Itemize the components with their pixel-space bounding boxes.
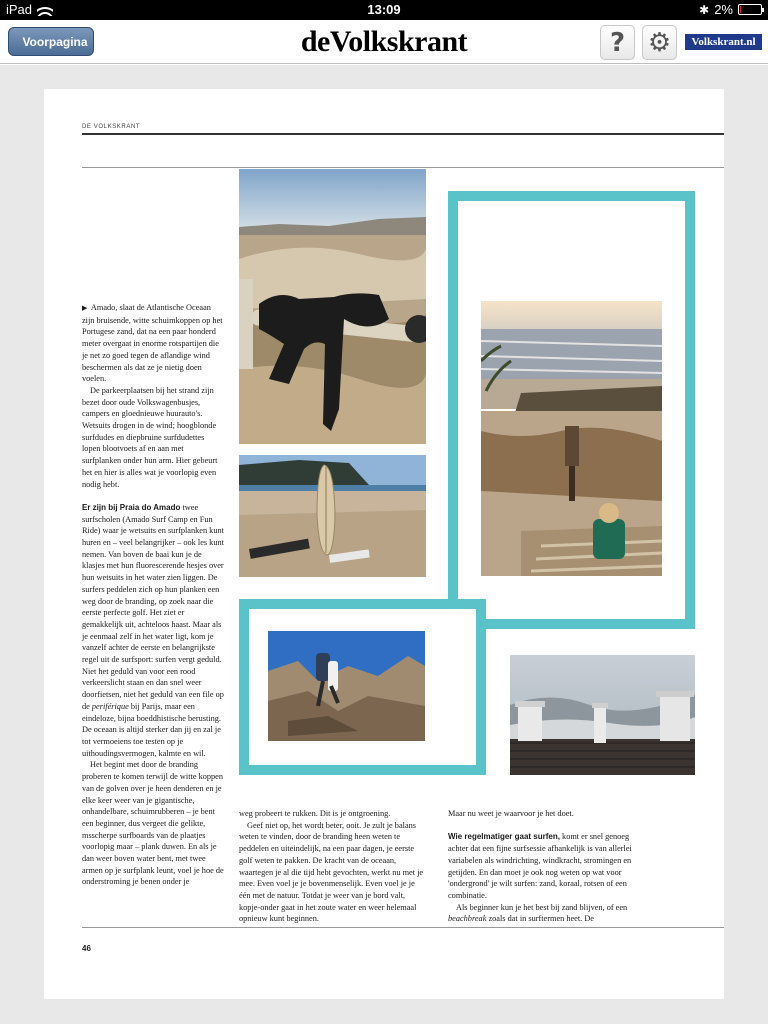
magazine-page[interactable] [44,89,724,999]
back-button-label: Voorpagina [22,34,88,49]
volkskrant-link-button[interactable]: Volkskrant.nl [685,34,762,50]
article-paragraph: weg probeert te rukken. Dit is je ontgroening. [239,809,391,818]
article-paragraph-text: Amado, slaat de Atlantische Oceaan zijn bruisende, witte schuimkoppen op het Portugese zand, dat na een paar honderd meter overgaat in enorme rotspartijen die je net zo goed tegen de aflandige wind beschermen als dat ze je nietig doen voelen. [82,303,223,384]
article-column-3 [448,808,638,925]
header-rule [82,133,724,135]
photo-chimneys-image [510,655,695,775]
article-column-1 [82,302,224,888]
article-paragraph-text: twee surfscholen (Amado Surf Camp en Fun Ride) waar je wetsuits en surfplanken kunt huren en – veel belangrijker – ook les kunt nemen. Van boven de baai kun je de klasjes met hun fluorescerende hesjes over hun wetsuits in het water zien liggen. De surfers peddelen zich op hun planken een weg door de branding, op zoek naar die eerste perfecte golf. Het ziet er gemakkelijk uit, achteloos haast. Maar als je eenmaal zelf in het water ligt, kom je vanzelf achter de eerste en belangrijkste regel uit de surfsport: surfen vergt geduld. Niet het geduld van voor een rood verkeerslicht staan en dan snel weer doorfietsen, niet het geduld van een file op de [82,502,224,711]
photo-sunset-steps-image [481,301,662,576]
battery-percent: 2% [714,2,733,17]
gear-icon: ⚙ [647,27,672,58]
page-number: 46 [82,944,91,953]
bluetooth-icon: ✱ [699,2,710,17]
page-masthead: DE VOLKSKRANT [82,124,141,130]
battery-icon [738,4,762,15]
help-button[interactable]: ? [600,25,635,60]
app-logo: deVolkskrant [300,25,468,58]
photo-chimneys-fog [510,655,695,775]
article-paragraph [82,302,224,385]
article-paragraph: De parkeerplaatsen bij het strand zijn bezet door oude Volkswagenbusjes, campers en gloednieuwe huurauto's. Wetsuits drogen in de wind; hoogblonde surfdudes en diepbruine surfdudettes lopen blootvoets af en aan met surfplanken onder hun arm. Hier gebeurt het en hier is alles wat je voorlopig even nodig hebt. [82,385,218,489]
article-paragraph: Het begint met door de branding proberen te komen terwijl de witte koppen van de golven over je heen denderen en je elke keer weer van je gigantische, onhandelbare, schuimrubberen – je bent een beginner, dus vergeet die gelikte, msscherpe surfboards van de plaatjes voorlopig maar – plank duwen. En als je dan weer boven water bent, met twee armen op je surfplank leunt, voel je hoe de onderstroming je benen onder je [82,760,224,887]
photo-rock-climber-image [268,631,425,741]
article-paragraph [82,502,224,759]
photo-wetsuit-on-fence [239,169,426,444]
photo-wetsuit-image [239,169,426,444]
footer-rule [82,927,724,928]
status-right [699,2,762,17]
status-bar [0,0,768,20]
device-name: iPad [6,2,33,17]
photo-rock-climber [268,631,425,741]
article-paragraph-text: komt er snel genoeg achter dat een fijne surfsessie afhankelijk is van allerlei variabelen als windrichting, windkracht, stromingen en getijden. En dan moet je ook nog weten op wat voor 'ondergrond' je wilt surfen: zand, koraal, rotsen of een combinatie. [448,832,632,900]
header-rule-thin [82,167,724,168]
article-paragraph-text: zoals dat in surftermen heet. De [486,914,594,924]
app-toolbar [0,20,768,64]
battery-fill [740,6,741,13]
status-time: 13:09 [367,2,401,17]
article-emphasis: periférique [91,701,129,711]
article-paragraph [448,831,638,901]
article-paragraph-text: Als beginner kun je het best bij zand blijven, of een [456,902,628,912]
paragraph-bullet-icon: ▶ [82,304,91,312]
article-column-2 [239,808,427,925]
article-paragraph [448,902,638,925]
photo-surfboard-beach [239,455,426,577]
subhead-lead: Wie regelmatiger gaat surfen, [448,832,560,842]
article-paragraph-text: bij Parijs, maar een eindeloze, bijna boeddhistische berusting. De oceaan is altijd sterker dan jij en zal je tot vermoeiens toe testen op je uithoudingsvermogen, kalmte en wil. [82,701,221,758]
article-emphasis: beachbreak [448,914,487,924]
photo-surfboard-image [239,455,426,577]
subhead-lead: Er zijn bij Praia do Amado [82,502,181,512]
photo-sunset-steps [481,301,662,576]
settings-button[interactable] [642,25,677,60]
article-paragraph: Maar nu weet je waarvoor je het doet. [448,809,574,818]
article-paragraph: Geef niet op, het wordt beter, ooit. Je zult je balans weten te vinden, door de branding heen weten te peddelen en uiteindelijk, na een paar dagen, je eerste golf weten te pakken. De kracht van de oceaan, waartegen je al die tijd hebt gevochten, werkt nu met je mee. Even voel je je bovenmenselijk. Even voel je je één met de natuur. Totdat je weer van je bord valt, kopje-onder gaat in het zoute water en weer helemaal opnieuw kunt beginnen. [239,820,424,924]
